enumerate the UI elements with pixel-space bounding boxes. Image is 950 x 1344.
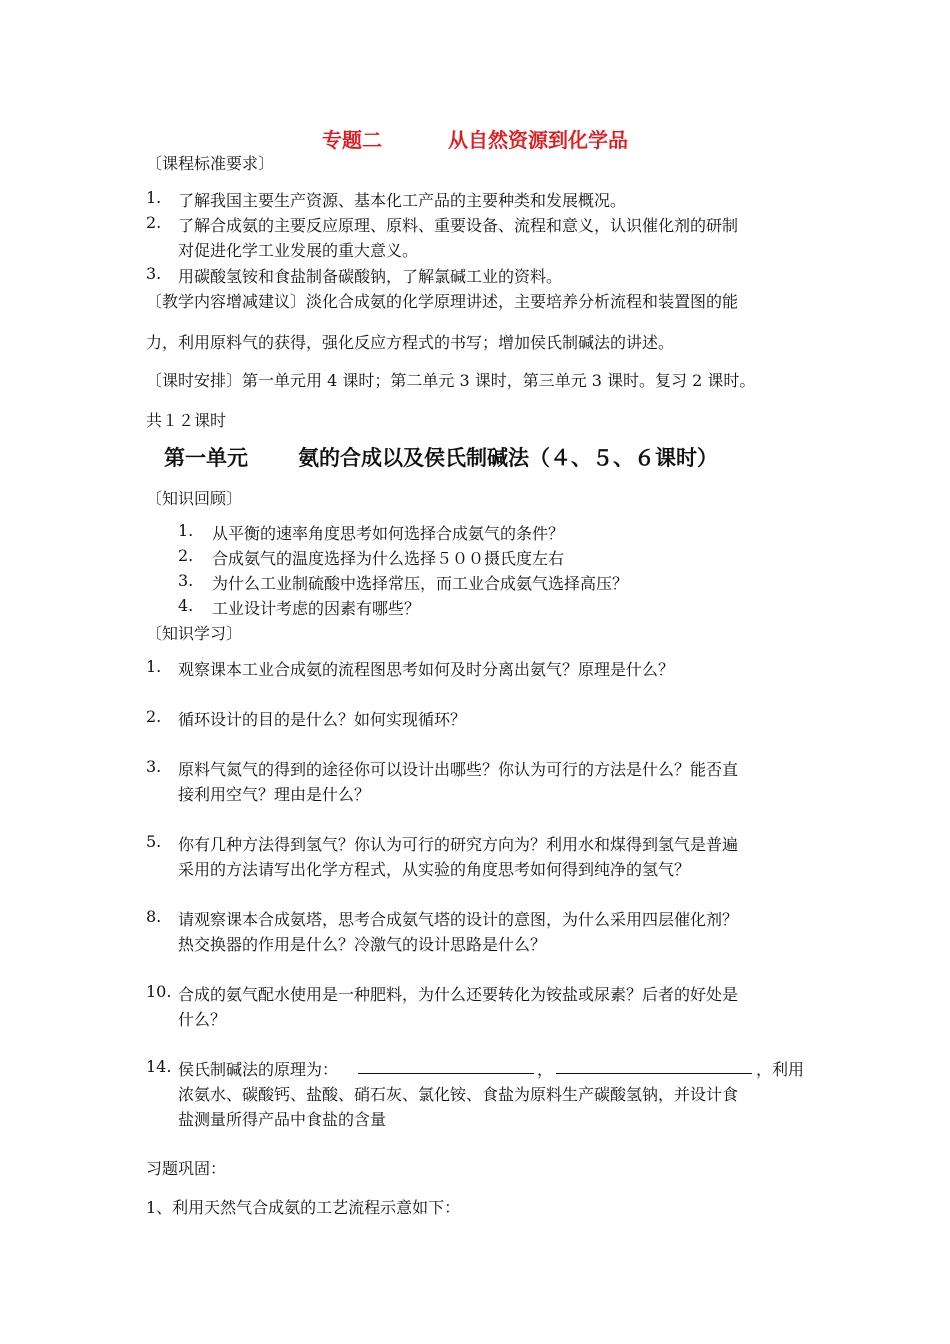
title-part2: 从自然资源到化学品 — [448, 128, 628, 152]
list-text: 侯氏制碱法的原理为： — [178, 1060, 339, 1079]
list-num: 3. — [146, 264, 162, 283]
list-num: 14. — [146, 1057, 172, 1076]
list-text: 采用的方法请写出化学方程式，从实验的角度思考如何得到纯净的氢气？ — [178, 860, 691, 879]
review-header: 〔知识回顾〕 — [146, 489, 243, 508]
list-text: 对促进化学工业发展的重大意义。 — [178, 241, 419, 260]
list-text: ，利用 — [756, 1060, 805, 1079]
unit-title — [164, 442, 718, 472]
list-text: 了解我国主要生产资源、基本化工产品的主要种类和发展概况。 — [178, 191, 627, 210]
exercise-header: 习题巩固： — [146, 1159, 227, 1178]
schedule-line-1: 〔课时安排〕第一单元用 4 课时；第二单元 3 课时，第三单元 3 课时。复习 2 课时。 — [146, 371, 756, 390]
standards-header: 〔课程标准要求〕 — [146, 154, 275, 173]
exercise-1: 1、利用天然气合成氨的工艺流程示意如下： — [146, 1198, 461, 1217]
unit-title-part2: 氨的合成以及侯氏制碱法（４、５、６课时） — [298, 446, 718, 470]
list-num: 2. — [178, 546, 194, 565]
page-title — [0, 124, 950, 153]
title-part1: 专题二 — [322, 128, 382, 152]
suggestion-line-1: 〔教学内容增减建议〕淡化合成氨的化学原理讲述，主要培养分析流程和装置图的能 — [146, 292, 739, 311]
list-text: 了解合成氨的主要反应原理、原料、重要设备、流程和意义，认识催化剂的研制 — [178, 216, 739, 235]
list-num: 2. — [146, 707, 162, 726]
list-text: 工业设计考虑的因素有哪些？ — [212, 599, 421, 618]
list-text: 浓氨水、碳酸钙、盐酸、硝石灰、氯化铵、食盐为原料生产碳酸氢钠，并设计食 — [178, 1085, 739, 1104]
list-num: 2. — [146, 213, 162, 232]
list-text: 盐测量所得产品中食盐的含量 — [178, 1110, 387, 1129]
list-text: 合成的氨气配水使用是一种肥料，为什么还要转化为铵盐或尿素？后者的好处是 — [178, 985, 739, 1004]
answer-blank-1[interactable] — [358, 1057, 534, 1074]
list-text: 循环设计的目的是什么？如何实现循环？ — [178, 710, 467, 729]
list-text: 观察课本工业合成氨的流程图思考如何及时分离出氨气？原理是什么？ — [178, 660, 675, 679]
answer-blank-2[interactable] — [556, 1057, 752, 1074]
list-text: 从平衡的速率角度思考如何选择合成氨气的条件？ — [212, 524, 565, 543]
list-num: 8. — [146, 907, 162, 926]
list-text: 用碳酸氢铵和食盐制备碳酸钠，了解氯碱工业的资料。 — [178, 267, 563, 286]
list-text: 你有几种方法得到氢气？你认为可行的研究方向为？利用水和煤得到氢气是普遍 — [178, 835, 739, 854]
list-num: 4. — [178, 596, 194, 615]
list-num: 3. — [178, 571, 194, 590]
list-text: 为什么工业制硫酸中选择常压，而工业合成氨气选择高压？ — [212, 574, 629, 593]
list-text: 合成氨气的温度选择为什么选择５００摄氏度左右 — [212, 549, 565, 568]
list-text: 什么？ — [178, 1010, 227, 1029]
unit-title-part1: 第一单元 — [164, 446, 248, 470]
list-text: 请观察课本合成氨塔，思考合成氨气塔的设计的意图，为什么采用四层催化剂？ — [178, 910, 739, 929]
list-text: 热交换器的作用是什么？冷激气的设计思路是什么？ — [178, 935, 547, 954]
list-num: 1. — [146, 657, 162, 676]
list-num: 5. — [146, 832, 162, 851]
list-text: ， — [537, 1060, 554, 1079]
schedule-line-2: 共１２课时 — [146, 411, 227, 430]
list-text: 接利用空气？理由是什么？ — [178, 785, 371, 804]
suggestion-line-2: 力，利用原料气的获得，强化反应方程式的书写；增加侯氏制碱法的讲述。 — [146, 333, 675, 352]
list-num: 10. — [146, 982, 172, 1001]
list-text: 原料气氮气的得到的途径你可以设计出哪些？你认为可行的方法是什么？能否直 — [178, 760, 739, 779]
list-num: 3. — [146, 757, 162, 776]
list-num: 1. — [178, 521, 194, 540]
study-header: 〔知识学习〕 — [146, 624, 243, 643]
list-num: 1. — [146, 188, 162, 207]
